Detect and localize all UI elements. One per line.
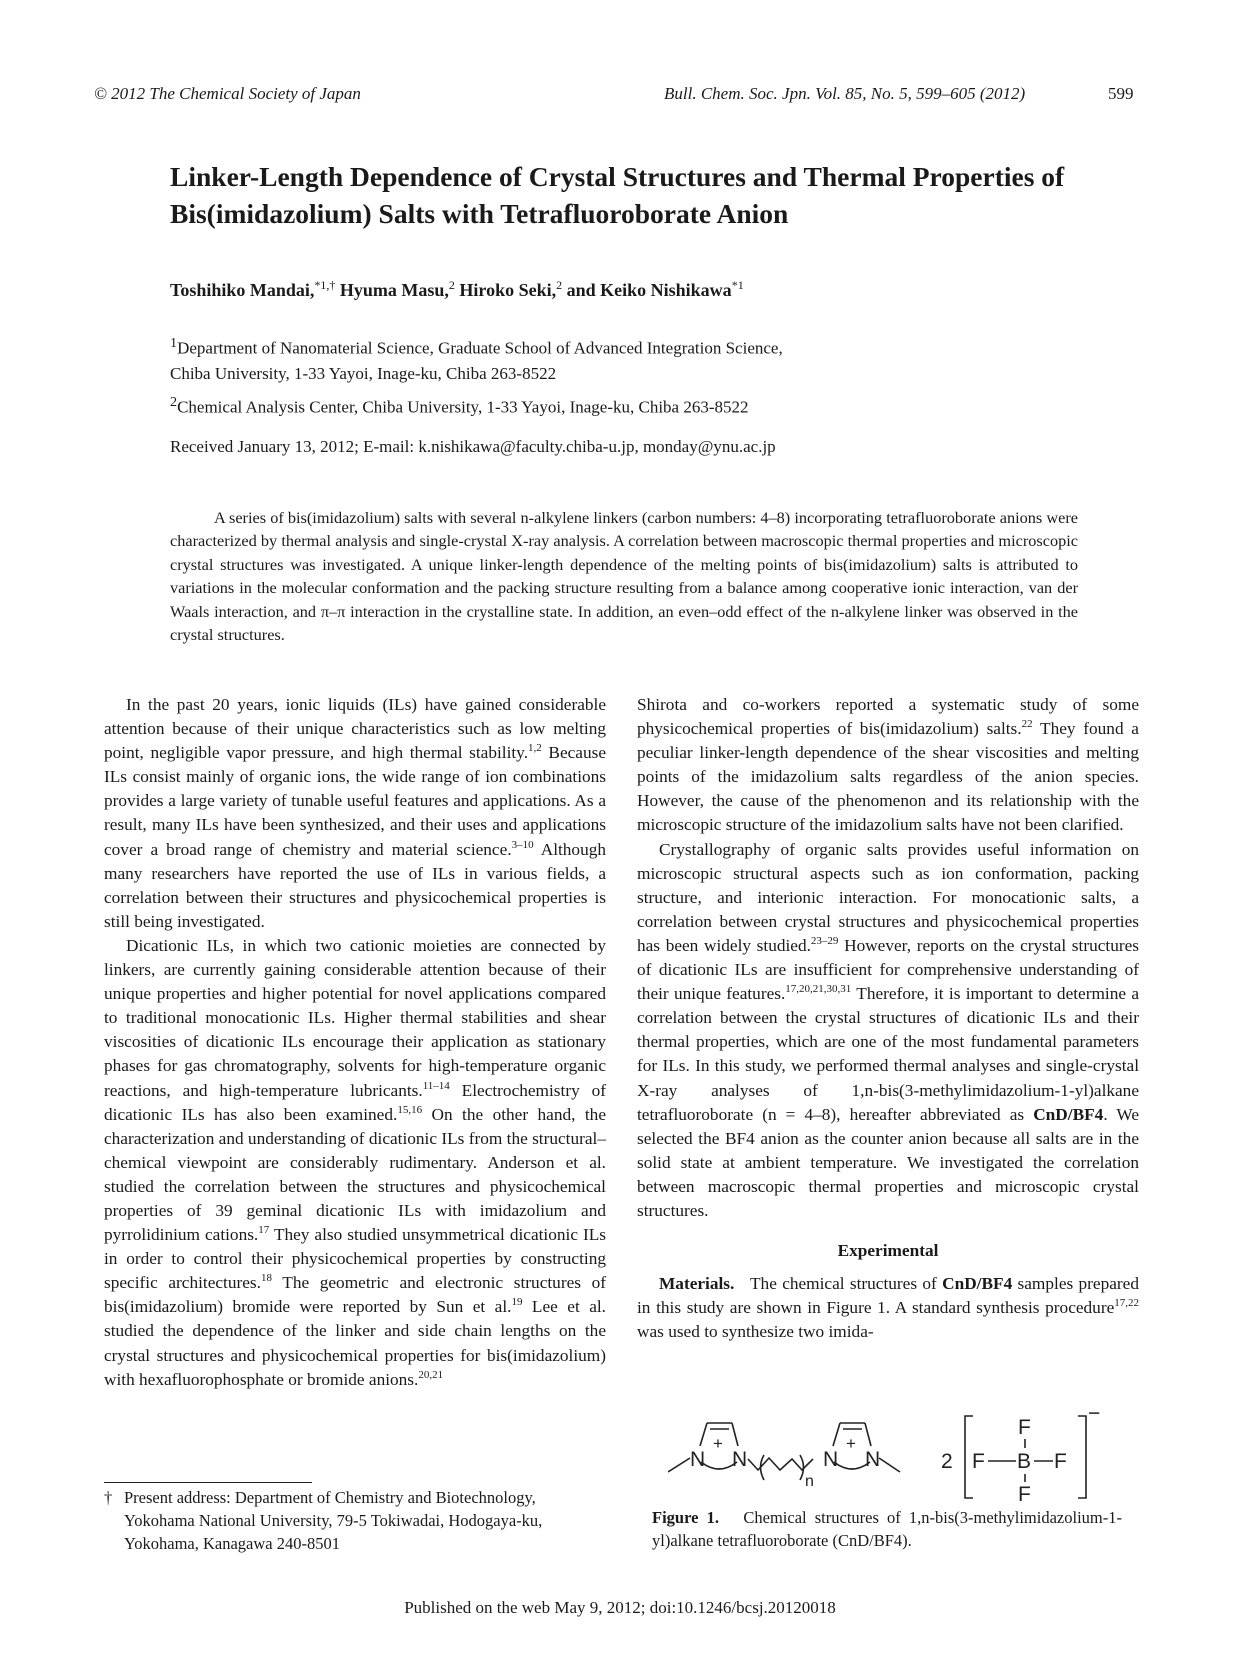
run-in-heading: Materials. <box>659 1274 735 1294</box>
citation: 17 <box>258 1224 270 1237</box>
citation: 23–29 <box>810 935 839 948</box>
atom-label: F <box>972 1450 985 1473</box>
citation: 17,20,21,30,31 <box>785 983 852 996</box>
author-mark: *1,† <box>314 278 336 292</box>
atom-label: F <box>1054 1450 1067 1473</box>
author-list <box>170 278 744 301</box>
figure-label: Figure 1. <box>652 1508 719 1527</box>
charge-label: + <box>846 1434 856 1453</box>
author-mark: 2 <box>556 278 563 292</box>
citation: 15,16 <box>397 1103 423 1116</box>
section-heading: Experimental <box>837 1241 939 1261</box>
stoichiometry-coefficient: 2 <box>941 1450 953 1473</box>
author-mark: *1 <box>731 278 744 292</box>
body-column-right <box>637 693 1139 1344</box>
charge-label: + <box>713 1434 723 1453</box>
author-name: Hiroko Seki, <box>459 280 557 300</box>
methyl-bond <box>879 1458 900 1472</box>
citation: 3–10 <box>511 838 534 851</box>
citation: 11–14 <box>422 1079 450 1092</box>
citation: 18 <box>260 1272 272 1285</box>
imidazolium-ring-right <box>823 1423 880 1471</box>
article-title: Linker-Length Dependence of Crystal Structures and Thermal Properties of Bis(imidazolium) Salts with Tetrafluoroborate Anion <box>170 161 1065 229</box>
page-number: 599 <box>1108 84 1134 103</box>
footnote-line: Present address: Department of Chemistry and Biotechnology, <box>124 1488 536 1507</box>
citation: 19 <box>511 1296 523 1309</box>
atom-label: F <box>1018 1416 1031 1439</box>
paragraph: Materials. The chemical structures of CnD/BF4 samples prepared in this study are shown in Figure 1. A standard synthesis procedure$^{17,22}$ was used to synthesize two imida- <box>637 1274 1139 1342</box>
abstract: A series of bis(imidazolium) salts with several n-alkylene linkers (carbon numbers: 4–8) incorporating tetrafluoroborate anions were characterized by thermal analysis and single-crystal X-ray analysis. A correlation between macroscopic thermal properties and microscopic crystal structures was investigated. A unique linker-length dependence of the melting points of bis(imidazolium) salts is attributed to variations in the molecular conformation and the packing structure resulting from a balance among cooperative ionic interaction, van der Waals interaction, and π–π interaction in the crystalline state. In addition, an even–odd effect of the n-alkylene linker was observed in the crystal structures. <box>170 508 1078 645</box>
publication-info: Published on the web May 9, 2012; doi:10.1246/bcsj.20120018 <box>404 1598 836 1617</box>
affiliation-2 <box>170 390 749 420</box>
paragraph: Dicationic ILs, in which two cationic moieties are connected by linkers, are currently gaining considerable attention because of their unique properties and higher potential for novel applications compared to traditional monocationic ILs. Higher thermal stabilities and shear viscosities of dicationic ILs encourage their application as stationary phases for gas chromatography, solvents for high-temperature organic reactions, and high-temperature lubricants.$^{11-14}$ Electrochemistry of dicationic ILs has also been examined.$^{15,16}$ On the other hand, the characterization and understanding of dicationic ILs from the structural–chemical viewpoint are considerably rudimentary. Anderson et al. studied the correlation between the structures and physicochemical properties of 39 geminal dicationic ILs with imidazolium and pyrrolidinium cations.$^{17}$ They also studied unsymmetrical dicationic ILs in order to control their physicochemical properties by constructing specific architectures.$^{18}$ The geometric and electronic structures of bis(imidazolium) bromide were reported by Sun et al.$^{19}$ Lee et al. studied the dependence of the linker and side chain lengths on the crystal structures and physicochemical properties for bis(imidazolium) with hexafluorophosphate or bromide anions.$^{20,21}$ <box>104 935 607 1389</box>
figure-caption <box>652 1506 1122 1552</box>
affiliation-mark: 2 <box>170 394 178 410</box>
citation: 20,21 <box>418 1368 444 1381</box>
citation: 1,2 <box>528 742 542 755</box>
imidazolium-ring-left <box>690 1423 747 1471</box>
charge-label: − <box>1088 1410 1101 1425</box>
footnote-line: Yokohama, Kanagawa 240-8501 <box>124 1534 340 1553</box>
atom-label: B <box>1017 1450 1032 1473</box>
affiliation-line: Department of Nanomaterial Science, Graduate School of Advanced Integration Science, <box>177 338 783 358</box>
footnote-line: Yokohama National University, 79-5 Tokiwadai, Hodogaya-ku, <box>124 1511 543 1530</box>
atom-label: F <box>1018 1483 1031 1502</box>
methyl-bond <box>668 1458 690 1472</box>
paragraph: In the past 20 years, ionic liquids (ILs) have gained considerable attention because of their unique characteristics such as low melting point, negligible vapor pressure, and high thermal stability.$^{1,2}$ Because ILs consist mainly of organic ions, the wide range of ion combinations provides a large variety of tunable useful features and applications. As a result, many ILs have been synthesized, and their uses and applications cover a broad range of chemistry and material science.$^{3-10}$ Although many researchers have reported the use of ILs in various fields, a correlation between their structures and physicochemical properties is still being investigated. <box>104 695 606 931</box>
atom-label: N <box>690 1448 706 1471</box>
author-name: Toshihiko Mandai, <box>170 280 315 300</box>
author-name: Hyuma Masu, <box>339 280 449 300</box>
affiliation-line: Chiba University, 1-33 Yayoi, Inage-ku, Chiba 263-8522 <box>170 363 557 383</box>
repeat-subscript: n <box>805 1473 814 1490</box>
atom-label: N <box>732 1448 748 1471</box>
journal-citation: Bull. Chem. Soc. Jpn. Vol. 85, No. 5, 599–605 (2012) <box>664 84 1026 103</box>
tetrafluoroborate-anion <box>965 1410 1100 1502</box>
atom-label: N <box>823 1448 839 1471</box>
author-mark: 2 <box>448 278 455 292</box>
footnote-mark: † <box>104 1488 113 1507</box>
body-column-left <box>104 693 606 1392</box>
compound-abbr: CnD/BF4 <box>1033 1104 1104 1124</box>
author-name: and Keiko Nishikawa <box>566 280 732 300</box>
affiliation-line: Chemical Analysis Center, Chiba University, 1-33 Yayoi, Inage-ku, Chiba 263-8522 <box>177 397 749 417</box>
citation: 22 <box>1021 718 1033 731</box>
alkylene-linker <box>748 1455 814 1490</box>
atom-label: N <box>865 1448 881 1471</box>
figure-1-chemical-structure <box>668 1410 1138 1502</box>
compound-abbr: CnD/BF4 <box>942 1274 1013 1294</box>
citation: 17,22 <box>1114 1297 1139 1310</box>
affiliation-1 <box>170 331 783 386</box>
footnote-rule <box>104 1482 312 1483</box>
paragraph: Crystallography of organic salts provides useful information on microscopic structural aspects such as ion conformation, packing structure, and interionic interaction. For monocationic salts, a correlation between crystal structures and physicochemical properties has been widely studied.$^{23-29}$ However, reports on the crystal structures of dicationic ILs are insufficient for comprehensive understanding of their unique features.$^{17,20,21,30,31}$ Therefore, it is important to determine a correlation between the crystal structures of dicationic ILs and their thermal properties, which are one of the most fundamental parameters for ILs. In this study, we performed thermal analyses and single-crystal X-ray analyses of 1,n-bis(3-methylimidazolium-1-yl)alkane tetrafluoroborate (n = 4–8), hereafter abbreviated as CnD/BF4. We selected the BF4 anion as the counter anion because all salts are in the solid state at ambient temperature. We investigated the correlation between macroscopic thermal properties and microscopic crystal structures. <box>637 839 1139 1220</box>
received-info: Received January 13, 2012; E-mail: k.nishikawa@faculty.chiba-u.jp, monday@ynu.ac.jp <box>170 437 776 456</box>
affiliation-mark: 1 <box>170 335 178 351</box>
journal-copyright: © 2012 The Chemical Society of Japan <box>94 84 361 103</box>
paragraph: Shirota and co-workers reported a systematic study of some physicochemical properties of bis(imidazolium) salts.$^{22}$ They found a peculiar linker-length dependence of the shear viscosities and melting points of the imidazolium salts regardless of the anion species. However, the cause of the phenomenon and its relationship with the microscopic structure of the imidazolium salts have not been clarified. <box>637 695 1139 835</box>
footnote <box>104 1486 606 1555</box>
caption-text: Chemical structures of 1,n-bis(3-methylimidazolium-1-yl)alkane tetrafluoroborate (CnD/BF4). <box>652 1508 1122 1550</box>
